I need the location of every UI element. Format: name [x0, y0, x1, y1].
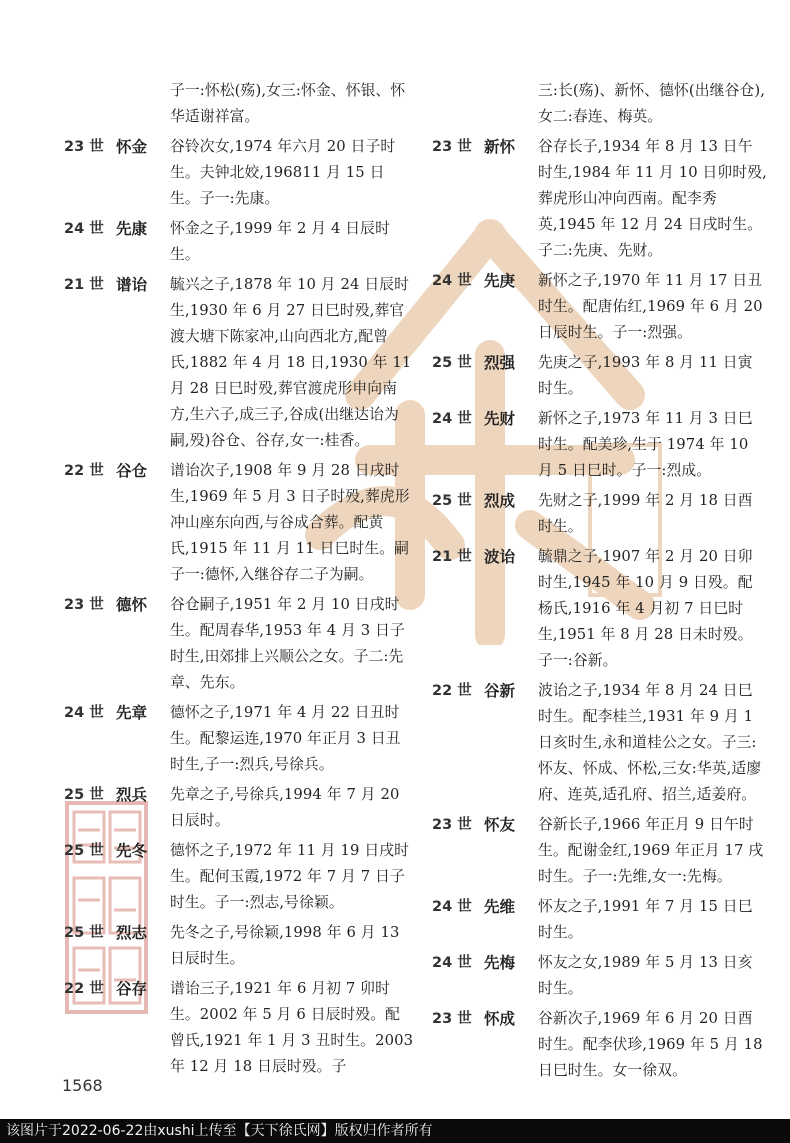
generation-label: 22 世: [64, 463, 104, 479]
generation-label: 24 世: [432, 411, 472, 427]
generation-label: 23 世: [432, 817, 472, 833]
generation-label: 23 世: [432, 1011, 472, 1027]
genealogy-entry: [64, 592, 414, 696]
generation-label: 22 世: [64, 981, 104, 997]
person-name: 先康: [116, 220, 148, 238]
person-name: 先梅: [484, 954, 516, 972]
person-name: 烈兵: [116, 786, 148, 804]
genealogy-entry: [64, 838, 414, 916]
person-name: 谱诒: [116, 276, 148, 294]
generation-label: 25 世: [432, 355, 472, 371]
generation-label: 24 世: [64, 221, 104, 237]
person-name: 烈强: [484, 354, 516, 372]
biography-text: 先章之子,号徐兵,1994 年 7 月 20 日辰时。: [170, 786, 400, 829]
biography-text: 谷铃次女,1974 年六月 20 日子时生。夫钟北姣,196811 月 15 日生。子一:先康。: [170, 138, 396, 207]
person-name: 先庚: [484, 272, 516, 290]
biography-text: 谷新长子,1966 年正月 9 日午时生。配谢金红,1969 年正月 17 戌时生。子一:先维,女一:先梅。: [538, 816, 764, 885]
generation-label: 25 世: [64, 925, 104, 941]
biography-text: 先庚之子,1993 年 8 月 11 日寅时生。: [538, 354, 753, 397]
biography-text: 新怀之子,1970 年 11 月 17 日丑时生。配唐佑红,1969 年 6 月 20 日辰时生。子一:烈强。: [538, 272, 763, 341]
person-name: 怀成: [484, 1010, 516, 1028]
person-name: 先冬: [116, 842, 148, 860]
genealogy-entry: [432, 544, 767, 674]
biography-text: 先冬之子,号徐颖,1998 年 6 月 13 日辰时生。: [170, 924, 400, 967]
genealogy-entry: [432, 268, 767, 346]
generation-label: 24 世: [64, 705, 104, 721]
genealogy-entry: [64, 920, 414, 972]
generation-label: 24 世: [432, 955, 472, 971]
genealogy-entry: [432, 1006, 767, 1084]
biography-text: 怀友之子,1991 年 7 月 15 日巳时生。: [538, 898, 753, 941]
genealogy-entry: [432, 488, 767, 540]
generation-label: 24 世: [432, 273, 472, 289]
biography-text: 谷仓嗣子,1951 年 2 月 10 日戌时生。配周春华,1953 年 4 月 3 日子时生,田郊排上兴顺公之女。子二:先章、先东。: [170, 596, 405, 691]
right-column: [432, 78, 767, 1084]
genealogy-entry: [64, 976, 414, 1080]
biography-text: 谱诒次子,1908 年 9 月 28 日戌时生,1969 年 5 月 3 日子时殁,葬虎形冲山座东向西,与谷成合葬。配黄氏,1915 年 11 月 11 日巳时生。嗣子一:德怀,入继谷存二子为嗣。: [170, 462, 410, 583]
biography-text: 先财之子,1999 年 2 月 18 日酉时生。: [538, 492, 753, 535]
person-name: 谷新: [484, 682, 516, 700]
generation-label: 23 世: [64, 139, 104, 155]
biography-text: 谱诒三子,1921 年 6 月初 7 卯时生。2002 年 5 月 6 日辰时殁。配曾氏,1921 年 1 月 3 丑时生。2003 年 12 月 18 日辰时殁。子: [170, 980, 414, 1075]
person-name: 谷仓: [116, 462, 148, 480]
generation-label: 22 世: [432, 683, 472, 699]
biography-text: 波诒之子,1934 年 8 月 24 日巳时生。配李桂兰,1931 年 9 月 1 日亥时生,永和道桂公之女。子三:怀友、怀成、怀松,三女:华英,适廖府、连英,适孔府、招兰,适姜府。: [538, 682, 762, 803]
genealogy-entry: [432, 812, 767, 890]
biography-text: 谷存长子,1934 年 8 月 13 日午时生,1984 年 11 月 10 日卯时殁,葬虎形山冲向西南。配李秀英,1945 年 12 月 24 日戌时生。子二:先庚、先财。: [538, 138, 767, 259]
genealogy-entry: [64, 458, 414, 588]
genealogy-entry: [432, 350, 767, 402]
person-name: 先章: [116, 704, 148, 722]
genealogy-entry: [64, 134, 414, 212]
biography-text: 怀友之女,1989 年 5 月 13 日亥时生。: [538, 954, 753, 997]
biography-text: 谷新次子,1969 年 6 月 20 日酉时生。配李伏珍,1969 年 5 月 18 日巳时生。女一徐双。: [538, 1010, 763, 1079]
biography-text: 怀金之子,1999 年 2 月 4 日辰时生。: [170, 220, 390, 263]
biography-text: 德怀之子,1971 年 4 月 22 日丑时生。配黎运连,1970 年正月 3 日丑时生,子一:烈兵,号徐兵。: [170, 704, 401, 773]
person-name: 先维: [484, 898, 516, 916]
genealogy-entry: [64, 272, 414, 454]
person-name: 先财: [484, 410, 516, 428]
genealogy-entry: [432, 950, 767, 1002]
person-name: 烈志: [116, 924, 148, 942]
genealogy-entry: [432, 134, 767, 264]
generation-label: 23 世: [432, 139, 472, 155]
genealogy-entry: [432, 406, 767, 484]
upload-notice-bar: 该图片于2022-06-22由xushi上传至【天下徐氏网】版权归作者所有: [0, 1119, 790, 1143]
genealogy-entry: [64, 700, 414, 778]
person-name: 德怀: [116, 596, 148, 614]
generation-label: 21 世: [432, 549, 472, 565]
genealogy-entry: [64, 216, 414, 268]
generation-label: 25 世: [64, 843, 104, 859]
generation-label: 24 世: [432, 899, 472, 915]
person-name: 谷存: [116, 980, 148, 998]
page-number: 1568: [62, 1076, 103, 1095]
person-name: 波诒: [484, 548, 516, 566]
continued-text: 子一:怀松(殇),女三:怀金、怀银、怀华适谢祥富。: [170, 82, 406, 125]
biography-text: 新怀之子,1973 年 11 月 3 日巳时生。配美珍,生于 1974 年 10 月 5 日巳时。子一:烈成。: [538, 410, 753, 479]
genealogy-entry: [432, 894, 767, 946]
continued-text: 三:长(殇)、新怀、德怀(出继谷仓),女二:春连、梅英。: [538, 82, 766, 125]
generation-label: 25 世: [432, 493, 472, 509]
biography-text: 德怀之子,1972 年 11 月 19 日戌时生。配何玉霞,1972 年 7 月 7 日子时生。子一:烈志,号徐颖。: [170, 842, 410, 911]
biography-text: 毓兴之子,1878 年 10 月 24 日辰时生,1930 年 6 月 27 日巳时殁,葬官渡大塘下陈家冲,山向西北方,配曾氏,1882 年 4 月 18 日,1930 年 11 月 28 日巳时殁,葬官渡虎形申向南方,生六子,成三子,谷成(出继达诒为嗣,殁)谷仓、谷存,女一:桂香。: [170, 276, 412, 449]
person-name: 怀金: [116, 138, 148, 156]
generation-label: 25 世: [64, 787, 104, 803]
generation-label: 23 世: [64, 597, 104, 613]
left-column: [64, 78, 414, 1080]
person-name: 新怀: [484, 138, 516, 156]
genealogy-entry: [64, 782, 414, 834]
person-name: 烈成: [484, 492, 516, 510]
generation-label: 21 世: [64, 277, 104, 293]
genealogy-entry: [432, 678, 767, 808]
biography-text: 毓鼎之子,1907 年 2 月 20 日卯时生,1945 年 10 月 9 日殁。配杨氏,1916 年 4 月初 7 日巳时生,1951 年 8 月 28 日未时殁。子一:谷新。: [538, 548, 753, 669]
person-name: 怀友: [484, 816, 516, 834]
